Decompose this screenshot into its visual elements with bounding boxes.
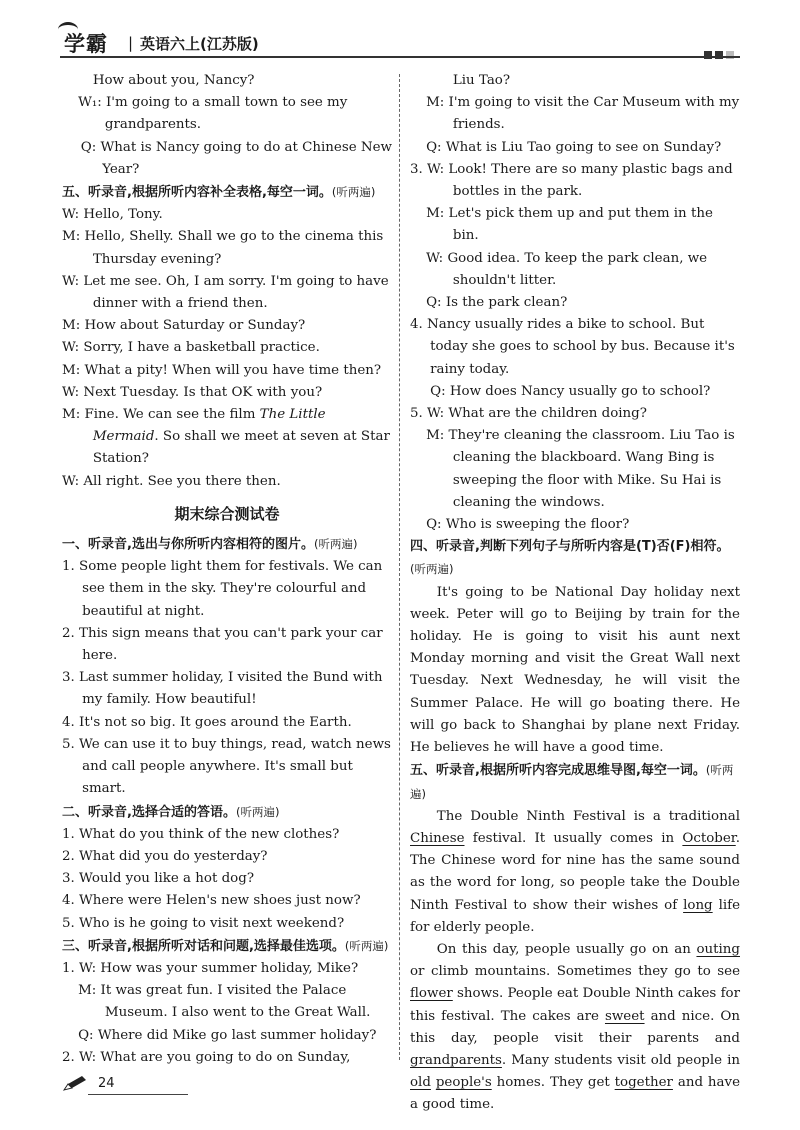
book-title: 英语六上(江苏版) bbox=[140, 35, 259, 53]
answer-word: grandparents bbox=[410, 1052, 502, 1068]
dialogue-line: M: They're cleaning the classroom. Liu Tao is cleaning the blackboard. Wang Bing is sweeping the floor with Mike. Su Hai is cleaning the windows. bbox=[426, 428, 735, 510]
section-heading: 五、听录音,根据所听内容补全表格,每空一词。(听两遍) bbox=[62, 185, 376, 201]
list-item: 4. Where were Helen's new shoes just now? bbox=[62, 893, 361, 909]
dialogue-line: 5. W: What are the children doing? bbox=[410, 406, 647, 422]
answer-word: flower bbox=[410, 986, 453, 1002]
answer-word: together bbox=[614, 1075, 673, 1091]
list-item: 3. Last summer holiday, I visited the Bund with my family. How beautiful! bbox=[62, 670, 383, 708]
list-item: 4. It's not so big. It goes around the Earth. bbox=[62, 714, 352, 730]
dialogue-line: Q: Who is sweeping the floor? bbox=[426, 517, 630, 533]
list-item: 1. What do you think of the new clothes? bbox=[62, 826, 340, 842]
dialogue-line: M: What a pity! When will you have time then? bbox=[62, 362, 382, 378]
column-divider bbox=[399, 74, 400, 1060]
answer-word: sweet bbox=[604, 1008, 645, 1024]
header-rule bbox=[60, 56, 740, 58]
dialogue-line: M: Let's pick them up and put them in the bin. bbox=[426, 206, 713, 244]
page-number: 24 bbox=[98, 1076, 115, 1091]
list-item: 3. Would you like a hot dog? bbox=[62, 871, 254, 887]
list-item: 2. This sign means that you can't park your car here. bbox=[62, 625, 383, 664]
header-squares-icon bbox=[701, 44, 734, 63]
dialogue-line: Q: How does Nancy usually go to school? bbox=[430, 383, 711, 399]
header-separator: | bbox=[128, 34, 134, 52]
list-item: 2. What did you do yesterday? bbox=[62, 848, 268, 864]
dialogue-line: M: Fine. We can see the film The Little Mermaid. So shall we meet at seven at Star Station? bbox=[62, 407, 390, 467]
dialogue-line: Q: Is the park clean? bbox=[426, 295, 568, 311]
section-heading: 二、听录音,选择合适的答语。(听两遍) bbox=[62, 804, 280, 820]
dialogue-line: How about you, Nancy? bbox=[92, 73, 255, 88]
answer-word: long bbox=[683, 897, 713, 913]
section-heading: 一、听录音,选出与你所听内容相符的图片。(听两遍) bbox=[62, 537, 358, 553]
answer-word: Chinese bbox=[410, 830, 465, 846]
dialogue-line: W: Good idea. To keep the park clean, we shouldn't litter. bbox=[426, 250, 708, 288]
answer-word: outing bbox=[696, 941, 740, 957]
dialogue-line: M: I'm going to visit the Car Museum with my friends. bbox=[426, 95, 740, 133]
film-title: The Little Mermaid bbox=[92, 407, 326, 445]
footer-rule bbox=[88, 1094, 188, 1095]
answer-word: people's bbox=[435, 1075, 492, 1091]
section-heading: 五、听录音,根据所听内容完成思维导图,每空一词。(听两遍) bbox=[410, 763, 734, 801]
dialogue-line: Q: What is Nancy going to do at Chinese New Year? bbox=[80, 139, 392, 177]
passage-paragraph: The Double Ninth Festival is a traditional Chinese festival. It usually comes in October. The Chinese word for nine has the same sound as the word for long, so people take the Double Ninth Festival to show their wishes of long life for elderly people. bbox=[410, 808, 741, 935]
dialogue-line: W: Next Tuesday. Is that OK with you? bbox=[62, 384, 323, 400]
answer-word: old bbox=[410, 1075, 431, 1091]
right-column bbox=[410, 70, 740, 1117]
left-column bbox=[62, 70, 392, 1069]
dialogue-line: W: Sorry, I have a basketball practice. bbox=[62, 340, 320, 356]
brand-logo: 学霸 bbox=[64, 32, 108, 56]
answer-word: October bbox=[682, 830, 736, 846]
exam-title: 期末综合测试卷 bbox=[174, 504, 280, 523]
dialogue-line: 1. W: How was your summer holiday, Mike? bbox=[62, 960, 359, 976]
dialogue-line: Liu Tao? bbox=[452, 73, 511, 88]
dialogue-line: M: How about Saturday or Sunday? bbox=[62, 318, 306, 334]
dialogue-line: Q: Where did Mike go last summer holiday? bbox=[78, 1027, 377, 1043]
dialogue-line: Q: What is Liu Tao going to see on Sunday? bbox=[426, 139, 722, 155]
dialogue-line: M: It was great fun. I visited the Palace Museum. I also went to the Great Wall. bbox=[78, 983, 371, 1021]
dialogue-line: M: Hello, Shelly. Shall we go to the cinema this Thursday evening? bbox=[62, 229, 384, 267]
section-heading: 四、听录音,判断下列句子与所听内容是(T)否(F)相符。(听两遍) bbox=[410, 539, 730, 577]
pencil-icon bbox=[62, 1074, 88, 1092]
passage-paragraph: It's going to be National Day holiday next week. Peter will go to Beijing by train for the holiday. He is going to visit his aunt next Monday morning and visit the Great Wall next Tuesday. Next Wednesday, he will visit the Summer Palace. He will go boating there. He will go back to Shanghai by plane next Friday. He believes he will have a good time. bbox=[410, 584, 740, 756]
list-item: 5. We can use it to buy things, read, watch news and call people anywhere. It's small but smart. bbox=[62, 736, 391, 797]
dialogue-line: 3. W: Look! There are so many plastic bags and bottles in the park. bbox=[410, 161, 733, 200]
dialogue-line: 2. W: What are you going to do on Sunday, bbox=[62, 1049, 351, 1065]
list-item: 4. Nancy usually rides a bike to school. But today she goes to school by bus. Because it's rainy today. bbox=[410, 317, 735, 377]
page-header bbox=[60, 26, 740, 58]
list-item: 5. Who is he going to visit next weekend? bbox=[62, 915, 345, 931]
page-footer bbox=[62, 1070, 162, 1100]
section-heading: 三、听录音,根据所听对话和问题,选择最佳选项。(听两遍) bbox=[62, 938, 389, 954]
passage-paragraph: On this day, people usually go on an outing or climb mountains. Sometimes they go to see flower shows. People eat Double Ninth cakes for this festival. The cakes are sweet and nice. On this day, people visit their parents and grandparents. Many students visit old people in old people's homes. They get together and have a good time. bbox=[410, 941, 740, 1113]
dialogue-line: W: Let me see. Oh, I am sorry. I'm going to have dinner with a friend then. bbox=[62, 273, 389, 312]
dialogue-line: W: All right. See you there then. bbox=[62, 473, 281, 489]
dialogue-line: W₁: I'm going to a small town to see my grandparents. bbox=[78, 95, 348, 133]
dialogue-line: W: Hello, Tony. bbox=[62, 207, 163, 223]
list-item: 1. Some people light them for festivals. We can see them in the sky. They're colourful and beautiful at night. bbox=[62, 559, 383, 619]
